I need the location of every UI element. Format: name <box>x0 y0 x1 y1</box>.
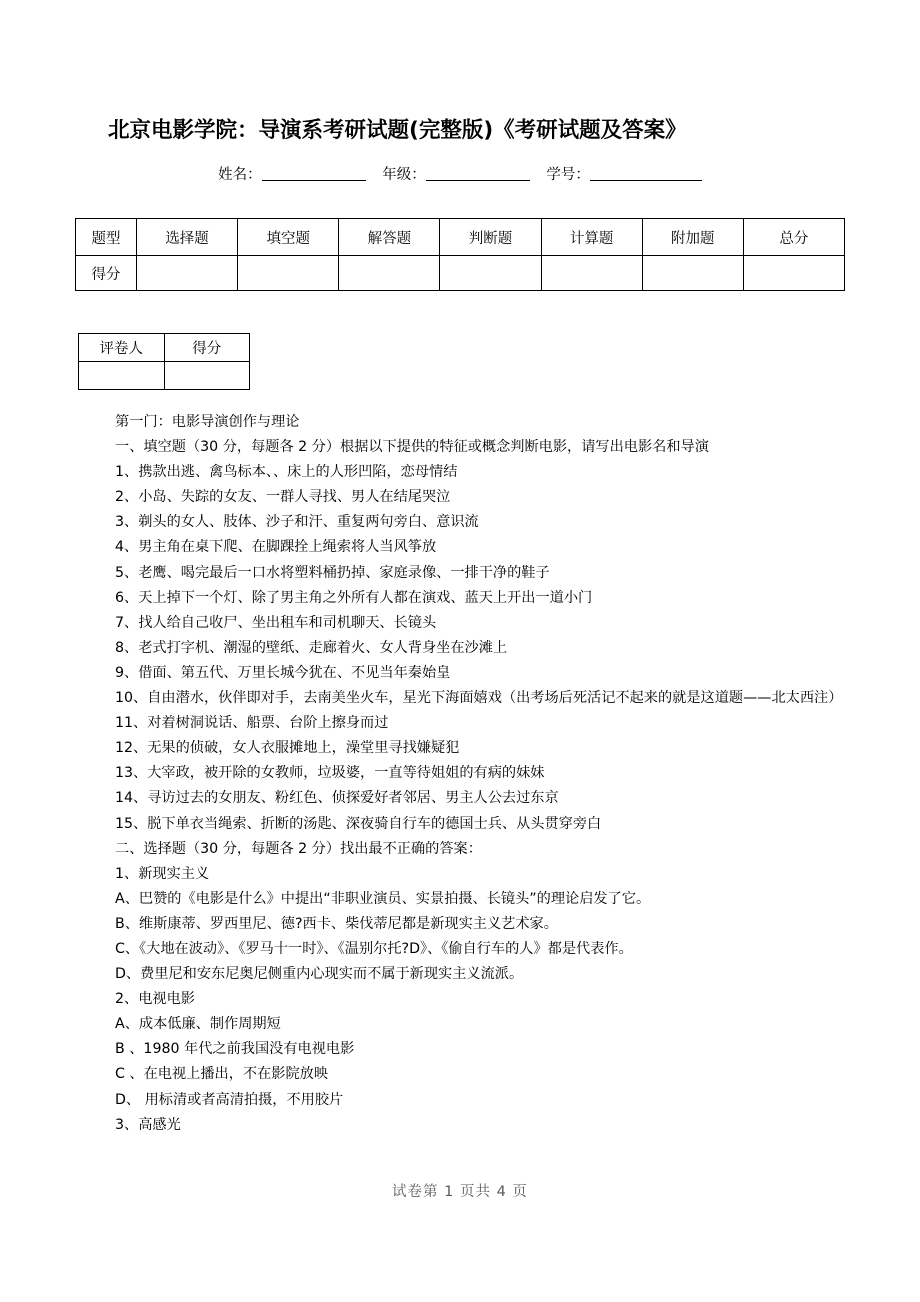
score-table-header-cell: 总分 <box>743 219 844 256</box>
fill-in-item: 6、天上掉下一个灯、除了男主角之外所有人都在演戏、蓝天上开出一道小门 <box>115 589 593 606</box>
score-table-row-label: 题型 <box>76 219 137 256</box>
choice-option[interactable]: B、维斯康蒂、罗西里尼、德?西卡、柴伐蒂尼都是新现实主义艺术家。 <box>115 915 558 932</box>
score-table-header-cell: 判断题 <box>440 219 541 256</box>
score-input-cell[interactable] <box>743 256 844 291</box>
score-table-header-cell: 计算题 <box>541 219 642 256</box>
grade-label: 年级： <box>382 167 426 183</box>
fill-in-item: 9、借面、第五代、万里长城今犹在、不见当年秦始皇 <box>115 664 451 681</box>
choice-option[interactable]: D、费里尼和安东尼奥尼侧重内心现实而不属于新现实主义流派。 <box>115 966 524 983</box>
grader-table-header-cell: 评卷人 <box>79 334 165 362</box>
grader-table <box>78 333 250 390</box>
score-table-header-cell: 附加题 <box>642 219 743 256</box>
page-footer: 试卷第 1 页共 4 页 <box>392 1184 528 1200</box>
score-table-header-cell: 解答题 <box>339 219 440 256</box>
exam-body <box>115 410 850 1138</box>
score-input-cell[interactable] <box>440 256 541 291</box>
choice-option[interactable]: A、成本低廉、制作周期短 <box>115 1016 281 1033</box>
student-id-label: 学号： <box>546 167 590 183</box>
fill-in-item: 7、找人给自己收尸、坐出租车和司机聊天、长镜头 <box>115 614 437 631</box>
choice-option[interactable]: B 、1980 年代之前我国没有电视电影 <box>115 1041 355 1058</box>
score-table <box>75 218 845 291</box>
fill-in-item: 13、大宰政，被开除的女教师，垃圾婆，一直等待姐姐的有病的妹妹 <box>115 765 545 782</box>
choice-option[interactable]: A、巴赞的《电影是什么》中提出“非职业演员、实景拍摄、长镜头”的理论启发了它。 <box>115 890 651 907</box>
grade-field[interactable] <box>382 163 530 184</box>
table-row <box>76 219 845 256</box>
part-two-heading: 二、选择题（30 分，每题各 2 分）找出最不正确的答案： <box>115 840 482 857</box>
choice-option[interactable]: C、《大地在波动》、《罗马十一时》、《温别尔托?D》、《偷自行车的人》都是代表作。 <box>115 940 633 957</box>
table-row <box>79 334 250 362</box>
grader-input-cell[interactable] <box>164 362 250 390</box>
score-input-cell[interactable] <box>339 256 440 291</box>
table-row <box>79 362 250 390</box>
score-input-cell[interactable] <box>541 256 642 291</box>
score-table-row-label: 得分 <box>76 256 137 291</box>
fill-in-item: 3、剃头的女人、肢体、沙子和汗、重复两句旁白、意识流 <box>115 514 479 531</box>
fill-in-item: 10、自由潜水，伙伴即对手，去南美坐火车，星光下海面嬉戏（出考场后死活记不起来的就是这道题——北太西注） <box>115 690 843 707</box>
fill-in-item: 2、小岛、失踪的女友、一群人寻找、男人在结尾哭泣 <box>115 489 451 506</box>
choice-option[interactable]: C 、在电视上播出，不在影院放映 <box>115 1066 329 1083</box>
score-input-cell[interactable] <box>238 256 339 291</box>
choice-option[interactable]: D、 用标清或者高清拍摄，不用胶片 <box>115 1091 344 1108</box>
section-heading: 第一门：电影导演创作与理论 <box>115 414 300 430</box>
grade-blank[interactable] <box>426 166 530 181</box>
part-one-heading: 一、填空题（30 分，每题各 2 分）根据以下提供的特征或概念判断电影，请写出电影名和导演 <box>115 439 709 456</box>
name-label: 姓名： <box>218 167 262 183</box>
fill-in-item: 5、老鹰、喝完最后一口水将塑料桶扔掉、家庭录像、一排干净的鞋子 <box>115 564 550 581</box>
identity-line <box>0 163 920 184</box>
student-id-field[interactable] <box>546 163 702 184</box>
fill-in-item: 15、脱下单衣当绳索、折断的汤匙、深夜骑自行车的德国士兵、从头贯穿旁白 <box>115 815 602 832</box>
score-table-header-cell: 填空题 <box>238 219 339 256</box>
fill-in-item: 12、无果的侦破，女人衣服摊地上，澡堂里寻找嫌疑犯 <box>115 740 460 757</box>
score-table-header-cell: 选择题 <box>137 219 238 256</box>
choice-question-number: 2、电视电影 <box>115 991 195 1008</box>
student-id-blank[interactable] <box>590 166 702 181</box>
name-field[interactable] <box>218 163 366 184</box>
choice-question-number: 1、新现实主义 <box>115 865 210 882</box>
name-blank[interactable] <box>262 166 366 181</box>
fill-in-item: 8、老式打字机、潮湿的壁纸、走廊着火、女人背身坐在沙滩上 <box>115 639 508 656</box>
fill-in-item: 1、携款出逃、禽鸟标本、、床上的人形凹陷，恋母情结 <box>115 464 458 481</box>
score-input-cell[interactable] <box>137 256 238 291</box>
fill-in-item: 11、对着树洞说话、船票、台阶上擦身而过 <box>115 715 389 732</box>
grader-input-cell[interactable] <box>79 362 165 390</box>
grader-table-header-cell: 得分 <box>164 334 250 362</box>
choice-question-number: 3、高感光 <box>115 1116 181 1133</box>
fill-in-item: 14、寻访过去的女朋友、粉红色、侦探爱好者邻居、男主人公去过东京 <box>115 790 559 807</box>
score-input-cell[interactable] <box>642 256 743 291</box>
table-row <box>76 256 845 291</box>
page-title: 北京电影学院：导演系考研试题(完整版)《考研试题及答案》 <box>108 118 687 143</box>
fill-in-item: 4、男主角在桌下爬、在脚踝拴上绳索将人当风筝放 <box>115 539 437 556</box>
